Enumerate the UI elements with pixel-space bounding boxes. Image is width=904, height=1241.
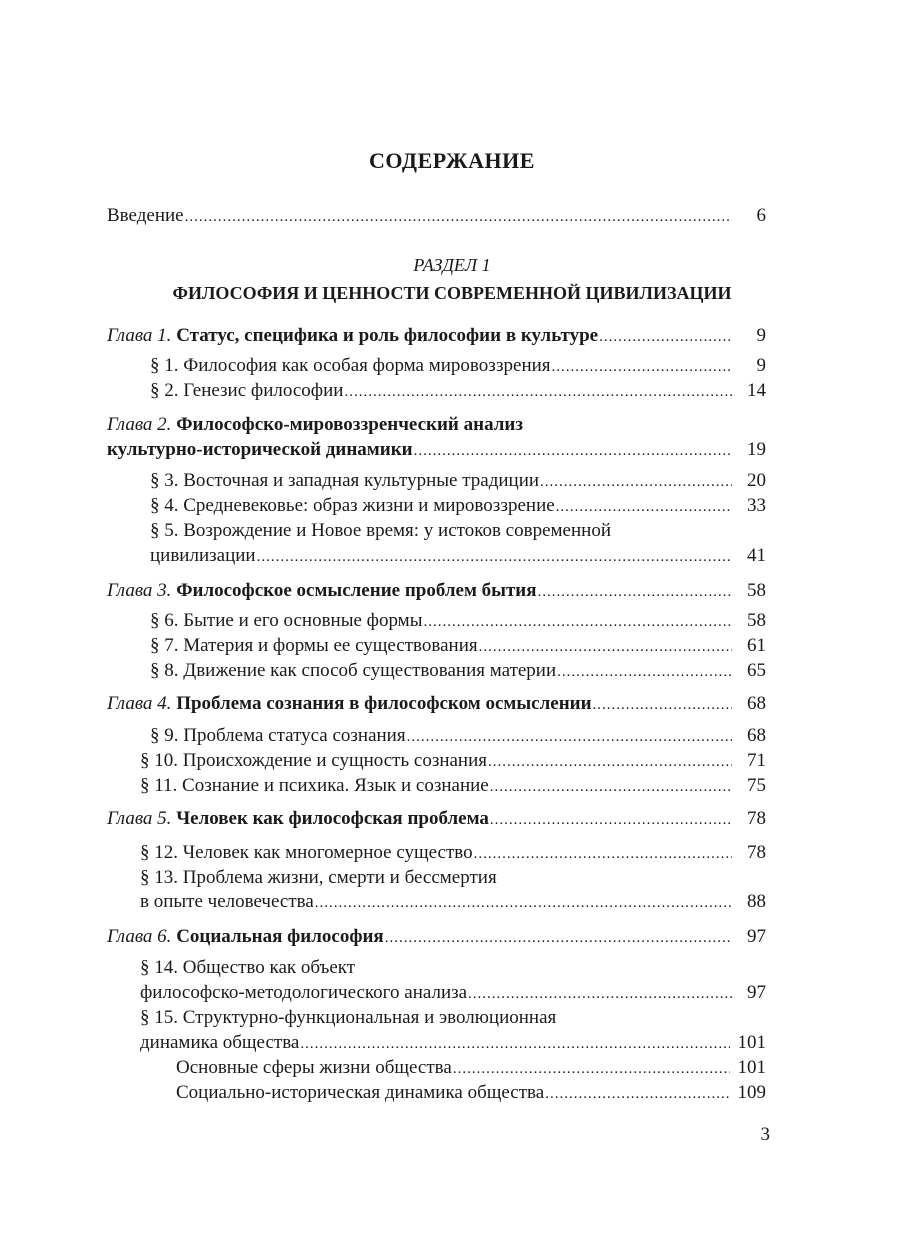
- entry-text: динамика общества: [140, 1032, 300, 1053]
- entry-page: 6: [756, 205, 766, 226]
- toc-paragraph-12[interactable]: [140, 840, 766, 866]
- entry-page: 33: [747, 495, 766, 516]
- leader-dots: [557, 659, 732, 685]
- chapter-heading: [107, 806, 489, 832]
- leader-dots: [407, 724, 732, 750]
- entry-text: § 9. Проблема статуса сознания: [150, 725, 406, 746]
- entry-text: § 3. Восточная и западная культурные традиции: [150, 470, 540, 491]
- leader-dots: [490, 807, 732, 833]
- entry-text: философско-методологического анализа: [140, 982, 468, 1003]
- entry-page: 58: [747, 610, 766, 631]
- toc-paragraph-13-line1[interactable]: § 13. Проблема жизни, смерти и бессмертия: [140, 867, 497, 888]
- leader-dots: [344, 379, 732, 405]
- chapter-prefix: Глава 6.: [107, 926, 172, 947]
- entry-text: § 10. Происхождение и сущность сознания: [140, 750, 488, 771]
- entry-page: 20: [747, 470, 766, 491]
- entry-page: 88: [747, 891, 766, 912]
- toc-paragraph-1[interactable]: [150, 353, 766, 379]
- toc-paragraph-15-line1[interactable]: § 15. Структурно-функциональная и эволюционная: [140, 1007, 557, 1028]
- leader-dots: [540, 469, 732, 495]
- leader-dots: [556, 494, 732, 520]
- entry-text: цивилизации: [150, 545, 256, 566]
- chapter-prefix: Глава 3.: [107, 580, 172, 601]
- leader-dots: [490, 774, 732, 800]
- leader-dots: [423, 609, 732, 635]
- chapter-prefix: Глава 5.: [107, 808, 172, 829]
- chapter-title: Человек как философская проблема: [176, 808, 489, 829]
- entry-text: § 8. Движение как способ существования материи: [150, 660, 557, 681]
- toc-subsection-2[interactable]: [176, 1080, 766, 1106]
- entry-page: 61: [747, 635, 766, 656]
- toc-paragraph-5[interactable]: [150, 543, 766, 569]
- entry-page: 101: [737, 1057, 766, 1078]
- toc-entry-intro[interactable]: [107, 203, 766, 229]
- leader-dots: [453, 1056, 730, 1082]
- toc-chapter-5[interactable]: [107, 806, 766, 832]
- chapter-title: Проблема сознания в философском осмыслении: [176, 693, 592, 714]
- entry-page: 41: [747, 545, 766, 566]
- chapter-heading: [107, 691, 592, 717]
- page-number: 3: [760, 1124, 770, 1145]
- toc-chapter-1[interactable]: [107, 323, 766, 349]
- toc-paragraph-3[interactable]: [150, 468, 766, 494]
- chapter-title: Философское осмысление проблем бытия: [176, 580, 537, 601]
- toc-paragraph-11[interactable]: [140, 773, 766, 799]
- entry-page: 68: [747, 725, 766, 746]
- chapter-heading: [107, 323, 598, 349]
- entry-page: 71: [747, 750, 766, 771]
- leader-dots: [552, 354, 732, 380]
- entry-page: 68: [747, 693, 766, 714]
- leader-dots: [545, 1081, 730, 1107]
- entry-text: § 11. Сознание и психика. Язык и сознание: [140, 775, 489, 796]
- chapter-title-line2: культурно-исторической динамики: [107, 439, 413, 460]
- entry-page: 9: [756, 355, 766, 376]
- entry-text: Социально-историческая динамика общества: [176, 1082, 545, 1103]
- toc-paragraph-9[interactable]: [150, 723, 766, 749]
- entry-page: 78: [747, 808, 766, 829]
- leader-dots: [257, 544, 732, 570]
- chapter-prefix: Глава 4.: [107, 693, 172, 714]
- entry-page: 97: [747, 926, 766, 947]
- leader-dots: [385, 925, 732, 951]
- leader-dots: [599, 324, 732, 350]
- leader-dots: [488, 749, 732, 775]
- leader-dots: [185, 204, 732, 230]
- chapter-title-line1: Философско-мировоззренческий анализ: [176, 414, 523, 435]
- entry-page: 97: [747, 982, 766, 1003]
- toc-paragraph-5-line1[interactable]: § 5. Возрождение и Новое время: у истоков современной: [150, 520, 611, 541]
- toc-paragraph-15[interactable]: [140, 1030, 766, 1056]
- chapter-heading: [107, 578, 537, 604]
- entry-text: § 6. Бытие и его основные формы: [150, 610, 423, 631]
- leader-dots: [414, 438, 732, 464]
- chapter-heading: [107, 924, 384, 950]
- toc-paragraph-13[interactable]: [140, 889, 766, 915]
- toc-paragraph-10[interactable]: [140, 748, 766, 774]
- leader-dots: [474, 841, 732, 867]
- entry-page: 101: [737, 1032, 766, 1053]
- toc-paragraph-2[interactable]: [150, 378, 766, 404]
- leader-dots: [538, 579, 732, 605]
- toc-paragraph-14-line1[interactable]: § 14. Общество как объект: [140, 957, 356, 978]
- toc-paragraph-4[interactable]: [150, 493, 766, 519]
- entry-text: § 2. Генезис философии: [150, 380, 344, 401]
- toc-subsection-1[interactable]: [176, 1055, 766, 1081]
- entry-text: § 1. Философия как особая форма мировоззрения: [150, 355, 551, 376]
- entry-page: 75: [747, 775, 766, 796]
- chapter-prefix: Глава 1.: [107, 325, 172, 346]
- toc-chapter-4[interactable]: [107, 691, 766, 717]
- toc-chapter-2-line1[interactable]: [107, 412, 523, 438]
- chapter-prefix: Глава 2.: [107, 414, 172, 435]
- toc-chapter-6[interactable]: [107, 924, 766, 950]
- entry-text: Введение: [107, 205, 184, 226]
- entry-text: Основные сферы жизни общества: [176, 1057, 452, 1078]
- leader-dots: [479, 634, 732, 660]
- entry-page: 65: [747, 660, 766, 681]
- chapter-title: Статус, специфика и роль философии в культуре: [176, 325, 599, 346]
- entry-text: § 7. Материя и формы ее существования: [150, 635, 478, 656]
- entry-page: 58: [747, 580, 766, 601]
- entry-page: 19: [747, 439, 766, 460]
- section-label: РАЗДЕЛ 1: [413, 255, 491, 275]
- section-title: ФИЛОСОФИЯ И ЦЕННОСТИ СОВРЕМЕННОЙ ЦИВИЛИЗАЦИИ: [172, 283, 732, 303]
- toc-chapter-2[interactable]: [107, 437, 766, 463]
- entry-text: § 12. Человек как многомерное существо: [140, 842, 473, 863]
- entry-page: 9: [756, 325, 766, 346]
- leader-dots: [468, 981, 732, 1007]
- toc-paragraph-7[interactable]: [150, 633, 766, 659]
- chapter-title: Социальная философия: [176, 926, 384, 947]
- toc-paragraph-8[interactable]: [150, 658, 766, 684]
- toc-chapter-3[interactable]: [107, 578, 766, 604]
- leader-dots: [300, 1031, 730, 1057]
- entry-text: в опыте человечества: [140, 891, 314, 912]
- leader-dots: [593, 692, 732, 718]
- entry-page: 14: [747, 380, 766, 401]
- leader-dots: [315, 890, 732, 916]
- entry-page: 78: [747, 842, 766, 863]
- page-title: СОДЕРЖАНИЕ: [369, 148, 535, 173]
- toc-paragraph-14[interactable]: [140, 980, 766, 1006]
- toc-paragraph-6[interactable]: [150, 608, 766, 634]
- entry-page: 109: [737, 1082, 766, 1103]
- entry-text: § 4. Средневековье: образ жизни и мировоззрение: [150, 495, 555, 516]
